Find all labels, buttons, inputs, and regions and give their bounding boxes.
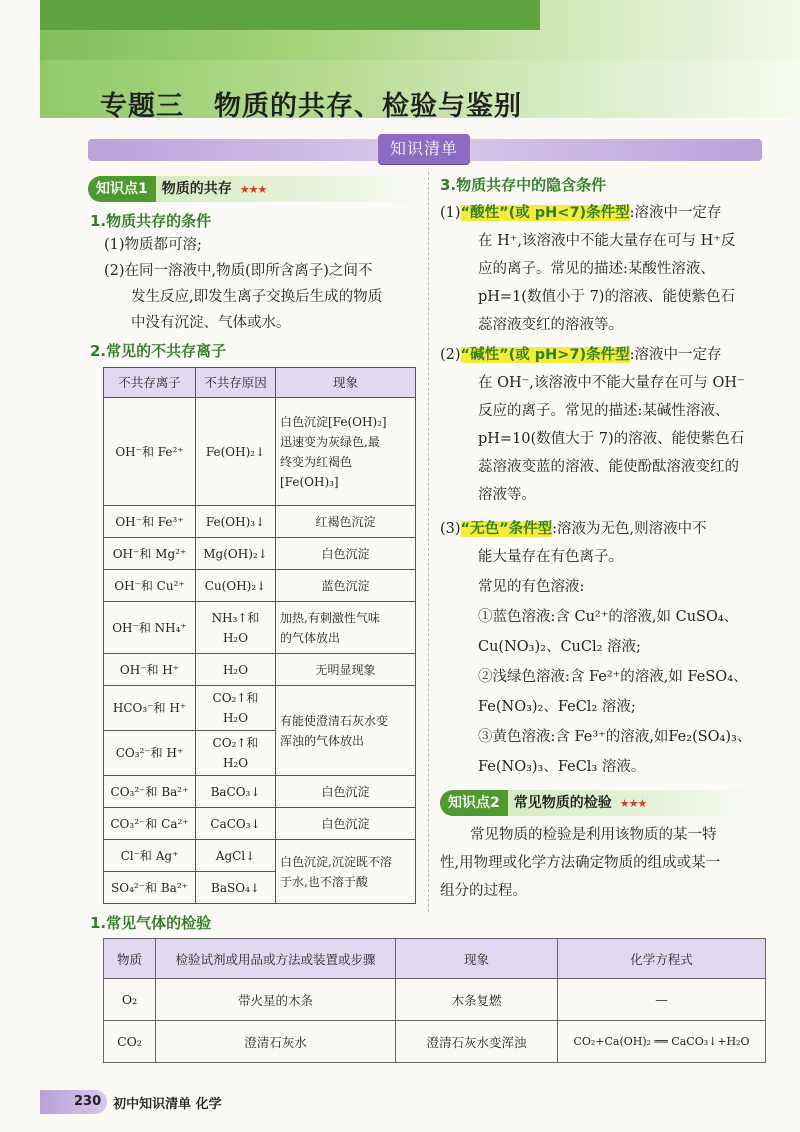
- cell: —: [558, 979, 766, 1021]
- condition-2c: 中没有沉淀、气体或水。: [131, 315, 291, 331]
- cell: BaCO₃↓: [196, 776, 276, 808]
- incompatible-ions-table: [103, 367, 416, 904]
- cond-acid-line3: 应的离子。常见的描述:某酸性溶液、: [478, 261, 715, 277]
- kp2-title: 常见物质的检验: [513, 795, 612, 811]
- knowledge-point-2: [440, 790, 766, 816]
- table-row: [104, 602, 416, 654]
- cell: OH⁻和 Cu²⁺: [104, 570, 196, 602]
- cell: 无明显现象: [276, 654, 416, 686]
- cond-color-line8: ③黄色溶液:含 Fe³⁺的溶液,如Fe₂(SO₄)₃、: [478, 729, 752, 745]
- cell: Cl⁻和 Ag⁺: [104, 840, 196, 872]
- cond-acid-line5: 蕊溶液变红的溶液等。: [478, 317, 623, 333]
- cell: O₂: [104, 979, 156, 1021]
- cell-line: 迅速变为灰绿色,最: [280, 434, 380, 449]
- cell: [276, 840, 416, 904]
- table-header: 不共存原因: [196, 368, 276, 398]
- kp2-tag: 知识点2: [440, 790, 508, 816]
- table-header: 现象: [276, 368, 416, 398]
- cell: NH₃↑和 H₂O: [196, 602, 276, 654]
- cond-number: (1): [440, 205, 461, 221]
- cell: CO₃²⁻和 Ca²⁺: [104, 808, 196, 840]
- cell: [276, 686, 416, 776]
- book-title: 初中知识清单 化学: [113, 1096, 222, 1112]
- cond-number: (3): [440, 521, 461, 537]
- cell: 带火星的木条: [156, 979, 396, 1021]
- cell: [276, 398, 416, 506]
- base-highlight: “碱性”(或 pH>7)条件型: [460, 347, 630, 363]
- header-tab: [40, 0, 540, 30]
- table-row: [104, 398, 416, 506]
- table-header: 现象: [396, 939, 558, 979]
- table-row: [104, 654, 416, 686]
- cell: CO₃²⁻和 H⁺: [104, 731, 196, 776]
- page-number: 230: [40, 1090, 107, 1114]
- acid-highlight: “酸性”(或 pH<7)条件型: [460, 205, 630, 221]
- kp2-stars: ★★★: [619, 797, 647, 810]
- table-header: 物质: [104, 939, 156, 979]
- color-highlight: “无色”条件型: [460, 521, 553, 537]
- cell: OH⁻和 Fe³⁺: [104, 506, 196, 538]
- cell: CaCO₃↓: [196, 808, 276, 840]
- cond-acid-line1: [440, 200, 722, 226]
- condition-2b: 发生反应,即发生离子交换后生成的物质: [131, 289, 383, 305]
- page-footer: [40, 1090, 222, 1114]
- cell: 白色沉淀: [276, 538, 416, 570]
- section-heading-2: 2.常见的不共存离子: [90, 342, 227, 360]
- condition-2a: (2)在同一溶液中,物质(即所含离子)之间不: [104, 263, 373, 279]
- section-heading-3: 3.物质共存中的隐含条件: [440, 176, 607, 194]
- column-divider: [428, 172, 429, 912]
- section-heading-1: 1.物质共存的条件: [90, 212, 212, 230]
- cond-text: :溶液中一定存: [629, 347, 722, 363]
- cell: Fe(OH)₃↓: [196, 506, 276, 538]
- cell: Cu(OH)₂↓: [196, 570, 276, 602]
- cell: CO₂↑和 H₂O: [196, 686, 276, 731]
- table-header: 不共存离子: [104, 368, 196, 398]
- condition-1: (1)物质都可溶;: [104, 237, 202, 253]
- table-row: [104, 1021, 766, 1063]
- table-row: [104, 776, 416, 808]
- cond-acid-line2: 在 H⁺,该溶液中不能大量存在可与 H⁺反: [478, 233, 736, 249]
- table-row: [104, 686, 416, 731]
- cond-text: :溶液中一定存: [629, 205, 722, 221]
- cell: BaSO₄↓: [196, 872, 276, 904]
- cell-line: 于水,也不溶于酸: [280, 874, 368, 889]
- cell-line: 的气体放出: [280, 630, 341, 645]
- topic-label: 专题三: [100, 91, 184, 122]
- detect-para-line1: 常见物质的检验是利用该物质的某一特: [470, 827, 717, 843]
- topic-title: 物质的共存、检验与鉴别: [214, 91, 522, 122]
- table-row: [104, 538, 416, 570]
- cell: 蓝色沉淀: [276, 570, 416, 602]
- gas-heading: 1.常见气体的检验: [90, 914, 212, 932]
- table-row: [104, 840, 416, 872]
- detect-para-line3: 组分的过程。: [440, 883, 527, 899]
- cell: [276, 602, 416, 654]
- cell: OH⁻和 H⁺: [104, 654, 196, 686]
- cond-color-line3: 常见的有色溶液:: [478, 579, 585, 595]
- cell: CO₃²⁻和 Ba²⁺: [104, 776, 196, 808]
- table-row: [104, 979, 766, 1021]
- knowledge-list-label: 知识清单: [378, 134, 470, 164]
- kp1-tag: 知识点1: [88, 176, 156, 202]
- cell: SO₄²⁻和 Ba²⁺: [104, 872, 196, 904]
- cell: 澄清石灰水变浑浊: [396, 1021, 558, 1063]
- cell-line: [Fe(OH)₃]: [280, 474, 339, 489]
- cell: 白色沉淀: [276, 808, 416, 840]
- cell: OH⁻和 NH₄⁺: [104, 602, 196, 654]
- cond-base-line3: 反应的离子。常见的描述:某碱性溶液、: [478, 403, 730, 419]
- cell: CO₂: [104, 1021, 156, 1063]
- cell: 白色沉淀: [276, 776, 416, 808]
- cell-line: 有能使澄清石灰水变: [280, 713, 389, 728]
- cond-base-line4: pH=10(数值大于 7)的溶液、能使紫色石: [478, 431, 745, 447]
- gas-detection-table: [103, 938, 766, 1063]
- cell-line: 终变为红褐色: [280, 454, 353, 469]
- cell: CO₂+Ca(OH)₂ ══ CaCO₃↓+H₂O: [558, 1021, 766, 1063]
- cond-base-line6: 溶液等。: [478, 487, 536, 503]
- table-row: [104, 808, 416, 840]
- cell: AgCl↓: [196, 840, 276, 872]
- cond-color-line4: ①蓝色溶液:含 Cu²⁺的溶液,如 CuSO₄、: [478, 609, 739, 625]
- cell: H₂O: [196, 654, 276, 686]
- cell: CO₂↑和 H₂O: [196, 731, 276, 776]
- kp1-title: 物质的共存: [161, 181, 232, 197]
- cell-line: 白色沉淀[Fe(OH)₂]: [280, 414, 387, 429]
- cond-base-line1: [440, 342, 722, 368]
- table-header: 检验试剂或用品或方法或装置或步骤: [156, 939, 396, 979]
- cell: Fe(OH)₂↓: [196, 398, 276, 506]
- table-header: 化学方程式: [558, 939, 766, 979]
- cell: HCO₃⁻和 H⁺: [104, 686, 196, 731]
- cell: 澄清石灰水: [156, 1021, 396, 1063]
- cell: OH⁻和 Fe²⁺: [104, 398, 196, 506]
- cond-number: (2): [440, 347, 461, 363]
- cond-color-line2: 能大量存在有色离子。: [478, 549, 623, 565]
- cell-line: 白色沉淀,沉淀既不溶: [280, 854, 392, 869]
- cond-base-line5: 蕊溶液变蓝的溶液、能使酚酞溶液变红的: [478, 459, 739, 475]
- cond-color-line5: Cu(NO₃)₂、CuCl₂ 溶液;: [478, 639, 641, 655]
- cond-color-line9: Fe(NO₃)₃、FeCl₃ 溶液。: [478, 759, 646, 775]
- cell: 木条复燃: [396, 979, 558, 1021]
- cell-line: 浑浊的气体放出: [280, 733, 365, 748]
- detect-para-line2: 性,用物理或化学方法确定物质的组成或某一: [440, 855, 721, 871]
- cond-base-line2: 在 OH⁻,该溶液中不能大量存在可与 OH⁻: [478, 375, 745, 391]
- cond-acid-line4: pH=1(数值小于 7)的溶液、能使紫色石: [478, 289, 735, 305]
- cell-line: 加热,有刺激性气味: [280, 610, 380, 625]
- kp1-stars: ★★★: [239, 183, 267, 196]
- cell: 红褐色沉淀: [276, 506, 416, 538]
- cell: Mg(OH)₂↓: [196, 538, 276, 570]
- table-row: [104, 570, 416, 602]
- cond-color-line7: Fe(NO₃)₂、FeCl₂ 溶液;: [478, 699, 636, 715]
- cond-color-line1: [440, 516, 707, 542]
- knowledge-point-1: [88, 176, 428, 202]
- cond-text: :溶液为无色,则溶液中不: [552, 521, 707, 537]
- page-title: [100, 84, 522, 123]
- cond-color-line6: ②浅绿色溶液:含 Fe²⁺的溶液,如 FeSO₄、: [478, 669, 748, 685]
- table-row: [104, 506, 416, 538]
- cell: OH⁻和 Mg²⁺: [104, 538, 196, 570]
